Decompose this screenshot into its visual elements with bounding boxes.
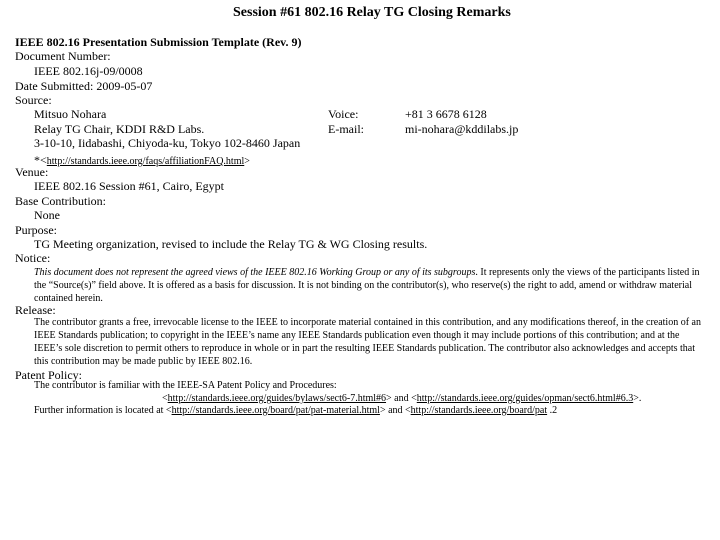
end-text-1: >.	[633, 393, 642, 404]
source-role: Relay TG Chair, KDDI R&D Labs.	[34, 122, 205, 136]
notice-label: Notice:	[15, 251, 51, 265]
voice-label: Voice:	[328, 107, 359, 121]
end-text-2: .2	[547, 405, 558, 416]
purpose-label: Purpose:	[15, 223, 57, 237]
further-info-text: Further information is located at <	[34, 405, 172, 416]
venue-label: Venue:	[15, 165, 49, 179]
email-value: mi-nohara@kddilabs.jp	[405, 122, 519, 136]
affiliation-suffix: >	[244, 156, 250, 167]
opman-link[interactable]: http://standards.ieee.org/guides/opman/sect6.html#6.3	[416, 393, 634, 404]
source-name: Mitsuo Nohara	[34, 107, 107, 121]
venue-value: IEEE 802.16 Session #61, Cairo, Egypt	[34, 179, 224, 193]
voice-value: +81 3 6678 6128	[405, 107, 487, 121]
patent-policy-label: Patent Policy:	[15, 368, 82, 382]
bylaws-link[interactable]: http://standards.ieee.org/guides/bylaws/sect6-7.html#6	[167, 393, 387, 404]
release-text: The contributor grants a free, irrevocable license to the IEEE to incorporate material contained in this contribution, and any modifications thereof, in the creation of an IEEE Standards publication; to copyright in the IEEE’s name any IEEE Standards publication even though it may include portions of this contribution; and at the IEEE’s sole discretion to permit others to reproduce in whole or in part the resulting IEEE Standards publication. The contributor also acknowledges and accepts that this contribution may be made public by IEEE 802.16.	[34, 317, 701, 367]
and-text-2: > and <	[379, 405, 411, 416]
patent-policy-line2: <http://standards.ieee.org/guides/bylaws/sect6-7.html#6> and <http://standards.ieee.org/guides/opman/sect6.html#6.3>.	[162, 393, 642, 404]
document-number-value: IEEE 802.16j-09/0008	[34, 64, 143, 78]
and-text-1: > and <	[386, 393, 417, 404]
affiliation-link[interactable]: http://standards.ieee.org/faqs/affiliationFAQ.html	[46, 156, 245, 167]
patent-policy-line3	[34, 406, 557, 416]
base-contribution-label: Base Contribution:	[15, 194, 106, 208]
document-number-label: Document Number:	[15, 49, 111, 63]
notice-rest: . It represents only the views of the participants listed in the “Source(s)” field above. It is offered as a basis for discussion. It is not binding on the contributor(s), who reserve(s) the right to add, amend or withdraw material contained herein.	[34, 267, 700, 304]
affiliation-prefix: *<	[34, 153, 47, 167]
board-pat-link[interactable]: http://standards.ieee.org/board/pat	[410, 405, 548, 416]
release-label: Release:	[15, 303, 56, 317]
source-address: 3-10-10, Iidabashi, Chiyoda-ku, Tokyo 102-8460 Japan	[34, 136, 301, 150]
source-label: Source:	[15, 93, 52, 107]
base-contribution-value: None	[34, 208, 60, 222]
email-label: E-mail:	[328, 122, 364, 136]
page-title: Session #61 802.16 Relay TG Closing Remarks	[233, 5, 511, 20]
patent-policy-line1: The contributor is familiar with the IEEE-SA Patent Policy and Procedures:	[34, 380, 337, 391]
purpose-value: TG Meeting organization, revised to include the Relay TG & WG Closing results.	[34, 237, 428, 251]
date-submitted: Date Submitted: 2009-05-07	[15, 79, 153, 93]
affiliation-line	[34, 152, 250, 168]
template-header: IEEE 802.16 Presentation Submission Template (Rev. 9)	[15, 35, 302, 49]
pat-material-link[interactable]: http://standards.ieee.org/board/pat/pat-material.html	[171, 405, 380, 416]
notice-text	[34, 266, 706, 305]
notice-italic: This document does not represent the agreed views of the IEEE 802.16 Working Group or any of its subgroups	[34, 267, 476, 278]
